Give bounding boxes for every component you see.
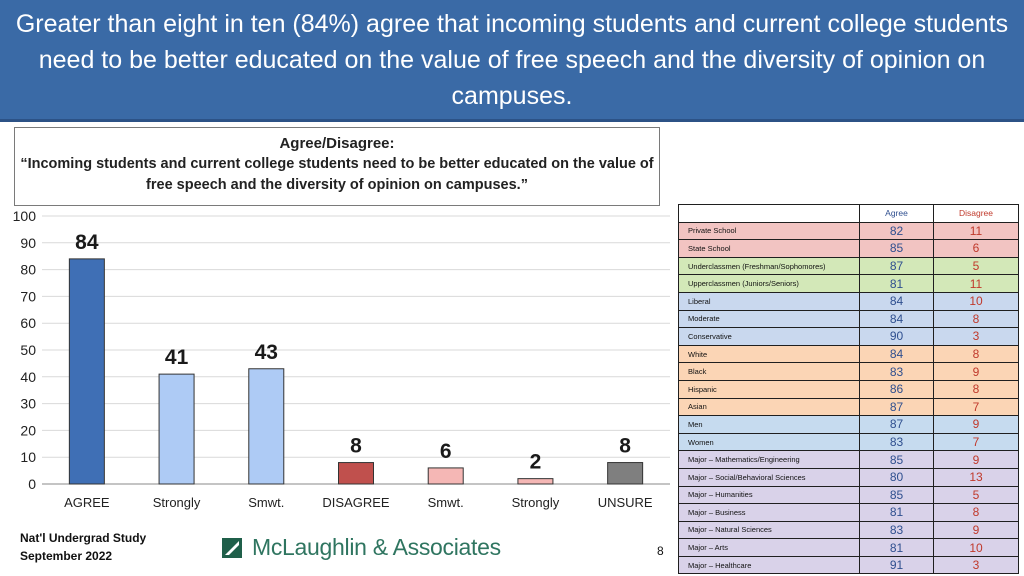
agree-value: 87 [860, 416, 934, 434]
row-label: Asian [679, 398, 860, 416]
table-row [679, 504, 1019, 522]
row-label: Major – Healthcare [679, 556, 860, 574]
y-tick-label: 70 [20, 288, 36, 305]
agree-value: 80 [860, 468, 934, 486]
agree-value: 90 [860, 328, 934, 346]
table-row [679, 451, 1019, 469]
disagree-value: 8 [934, 310, 1019, 328]
bar [608, 463, 643, 484]
agree-value: 87 [860, 398, 934, 416]
agree-value: 83 [860, 521, 934, 539]
logo-text: McLaughlin & Associates [252, 534, 501, 560]
y-tick-label: 80 [20, 261, 36, 278]
row-label: Women [679, 433, 860, 451]
source-note [20, 529, 146, 565]
slide-title: Greater than eight in ten (84%) agree that incoming students and current college students need to be better educated on the value of free speech and the diversity of opinion on campuses. [15, 9, 1009, 110]
company-logo [222, 534, 501, 561]
row-label: Liberal [679, 292, 860, 310]
disagree-value: 6 [934, 240, 1019, 258]
table-row [679, 310, 1019, 328]
row-label: Upperclassmen (Juniors/Seniors) [679, 275, 860, 293]
disagree-value: 11 [934, 275, 1019, 293]
agree-value: 81 [860, 504, 934, 522]
table-row [679, 468, 1019, 486]
question-heading: Agree/Disagree: [279, 135, 395, 152]
disagree-value: 7 [934, 433, 1019, 451]
disagree-value: 9 [934, 451, 1019, 469]
agree-value: 86 [860, 380, 934, 398]
question-text: “Incoming students and current college students need to be better educated on the value of free speech and the diversity of opinion on campuses.” [20, 156, 654, 193]
agree-value: 85 [860, 451, 934, 469]
disagree-value: 8 [934, 504, 1019, 522]
table-row [679, 416, 1019, 434]
y-tick-label: 50 [20, 342, 36, 358]
row-label: Conservative [679, 328, 860, 346]
y-tick-label: 20 [20, 422, 36, 439]
disagree-value: 9 [934, 363, 1019, 381]
y-tick-label: 0 [28, 476, 36, 492]
table-row [679, 521, 1019, 539]
row-label: Black [679, 363, 860, 381]
row-label: State School [679, 240, 860, 258]
y-tick-label: 10 [20, 449, 36, 466]
y-tick-label: 30 [20, 395, 36, 412]
table-header-blank [679, 205, 860, 223]
row-label: Major – Humanities [679, 486, 860, 504]
y-tick-label: 40 [20, 368, 36, 385]
table-header-agree: Agree [860, 205, 934, 223]
table-row [679, 257, 1019, 275]
x-category-label: Smwt. [248, 495, 285, 510]
row-label: Moderate [679, 310, 860, 328]
table-row [679, 328, 1019, 346]
page-number: 8 [657, 544, 664, 558]
bar [69, 259, 104, 484]
disagree-value: 5 [934, 257, 1019, 275]
bar-value-label: 8 [619, 434, 631, 458]
table-row [679, 292, 1019, 310]
bar [428, 468, 463, 484]
disagree-value: 9 [934, 521, 1019, 539]
bar [159, 374, 194, 484]
agree-value: 91 [860, 556, 934, 574]
table-row [679, 380, 1019, 398]
disagree-value: 5 [934, 486, 1019, 504]
row-label: Underclassmen (Freshman/Sophomores) [679, 257, 860, 275]
x-category-label: UNSURE [597, 495, 653, 510]
row-label: Private School [679, 222, 860, 240]
bar-value-label: 8 [350, 434, 362, 458]
source-line-study: Nat'l Undergrad Study [20, 531, 147, 545]
disagree-value: 3 [934, 556, 1019, 574]
bar [518, 479, 553, 484]
table-row [679, 398, 1019, 416]
bar-value-label: 84 [75, 230, 99, 254]
header-banner [0, 0, 1024, 122]
agree-value: 84 [860, 292, 934, 310]
y-tick-label: 90 [20, 234, 36, 251]
agree-value: 84 [860, 310, 934, 328]
agree-value: 81 [860, 539, 934, 557]
table-header-row [679, 205, 1019, 223]
y-tick-label: 100 [12, 208, 36, 224]
table-row [679, 275, 1019, 293]
question-box [14, 127, 660, 206]
agree-value: 85 [860, 240, 934, 258]
disagree-value: 3 [934, 328, 1019, 346]
y-tick-label: 60 [20, 315, 36, 332]
bar-chart [0, 206, 672, 524]
bar-value-label: 43 [254, 340, 278, 364]
disagree-value: 9 [934, 416, 1019, 434]
row-label: White [679, 345, 860, 363]
x-category-label: Smwt. [427, 495, 464, 510]
table-row [679, 486, 1019, 504]
bar-value-label: 2 [529, 450, 542, 474]
row-label: Hispanic [679, 380, 860, 398]
row-label: Major – Mathematics/Engineering [679, 451, 860, 469]
agree-value: 84 [860, 345, 934, 363]
row-label: Major – Arts [679, 539, 860, 557]
agree-value: 83 [860, 363, 934, 381]
mclaughlin-logo-icon [222, 538, 242, 558]
bar-value-label: 6 [439, 439, 452, 463]
bar [339, 463, 374, 484]
row-label: Major – Natural Sciences [679, 521, 860, 539]
table-row [679, 363, 1019, 381]
row-label: Major – Business [679, 504, 860, 522]
x-category-label: Strongly [152, 495, 201, 510]
disagree-value: 7 [934, 398, 1019, 416]
table-row [679, 539, 1019, 557]
disagree-value: 10 [934, 292, 1019, 310]
disagree-value: 8 [934, 380, 1019, 398]
table-row [679, 222, 1019, 240]
agree-value: 87 [860, 257, 934, 275]
bar-value-label: 41 [164, 346, 189, 370]
disagree-value: 10 [934, 539, 1019, 557]
disagree-value: 11 [934, 222, 1019, 240]
disagree-value: 8 [934, 345, 1019, 363]
bar [249, 369, 284, 484]
x-category-label: AGREE [64, 495, 110, 510]
table-row [679, 556, 1019, 574]
disagree-value: 13 [934, 468, 1019, 486]
agree-value: 83 [860, 433, 934, 451]
table-row [679, 240, 1019, 258]
crosstab-table [678, 204, 1019, 574]
x-category-label: Strongly [511, 495, 560, 510]
agree-value: 85 [860, 486, 934, 504]
source-line-date: September 2022 [20, 549, 113, 563]
table-header-disagree: Disagree [934, 205, 1019, 223]
table-row [679, 345, 1019, 363]
row-label: Men [679, 416, 860, 434]
agree-value: 82 [860, 222, 934, 240]
x-category-label: DISAGREE [322, 495, 390, 510]
agree-value: 81 [860, 275, 934, 293]
row-label: Major – Social/Behavioral Sciences [679, 468, 860, 486]
table-row [679, 433, 1019, 451]
